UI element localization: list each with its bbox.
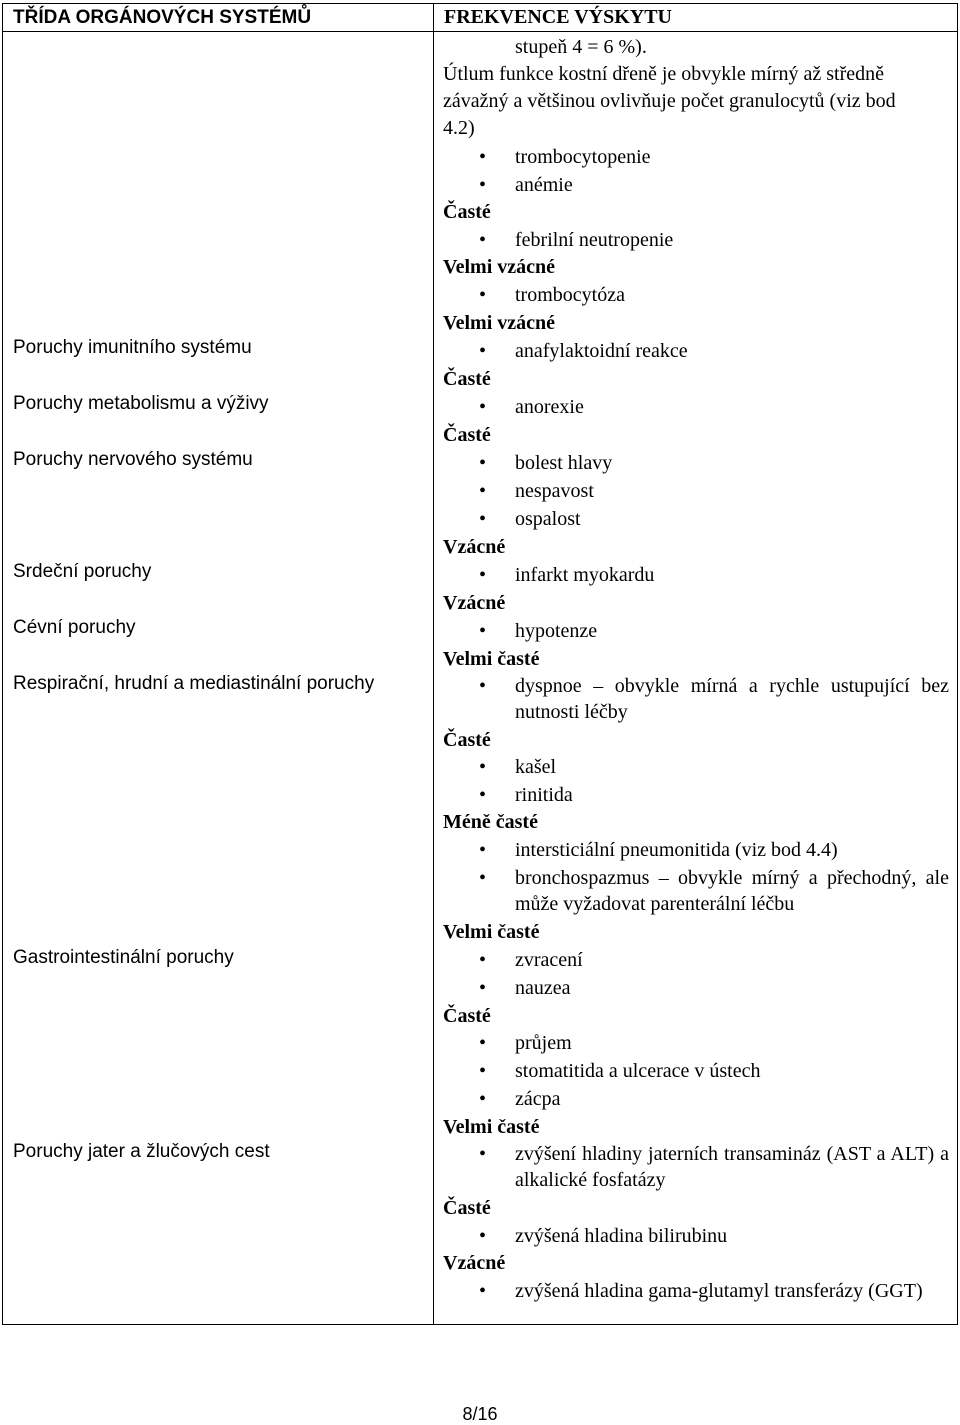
list-item: • trombocytopenie [479,146,651,168]
list-item: • febrilní neutropenie [479,229,674,251]
bullet-icon: • [479,1225,487,1247]
frequency-label: Velmi vzácné [443,312,556,334]
list-item: • infarkt myokardu [479,564,655,586]
list-item: • nauzea [479,977,571,999]
bullet-icon: • [479,1060,487,1082]
bullet-icon: • [479,949,487,971]
organ-nervous: Poruchy nervového systému [13,449,253,470]
table-row [3,32,958,1325]
list-item: • ospalost [479,508,581,530]
list-item: • kašel [479,756,557,778]
bullet-icon: • [479,229,487,251]
bullet-icon: • [479,839,487,861]
list-item: • zvýšená hladina gama-glutamyl transferázy (GGT) [479,1280,923,1302]
bullet-icon: • [479,675,487,697]
frequency-label: Časté [443,729,491,751]
frequency-label: Velmi časté [443,1116,540,1138]
bullet-icon: • [479,1088,487,1110]
header-frequency: FREKVENCE VÝSKYTU [434,4,958,32]
intro-line: závažný a většinou ovlivňuje počet granulocytů (viz bod [443,90,896,112]
list-item: • stomatitida a ulcerace v ústech [479,1060,761,1082]
frequency-label: Časté [443,1197,491,1219]
bullet-icon: • [479,396,487,418]
frequency-label: Vzácné [443,536,506,558]
list-item: • zvýšená hladina bilirubinu [479,1225,728,1247]
list-item: • anémie [479,174,573,196]
list-item: • rinitida [479,784,573,806]
bullet-icon: • [479,480,487,502]
list-item: • trombocytóza [479,284,625,306]
list-item: • nespavost [479,480,594,502]
adverse-effects-table [2,3,958,1325]
list-item: • bronchospazmus – obvykle mírný a přechodný, ale může vyžadovat parenterální léčbu [479,867,949,915]
frequency-label: Vzácné [443,1252,506,1274]
bullet-icon: • [479,977,487,999]
frequency-label: Velmi časté [443,921,540,943]
frequency-column [434,32,958,1325]
list-item: • hypotenze [479,620,598,642]
list-item: • průjem [479,1032,572,1054]
frequency-label: Časté [443,201,491,223]
organ-vascular: Cévní poruchy [13,617,136,638]
organ-cardiac: Srdeční poruchy [13,561,152,582]
list-item: • zácpa [479,1088,561,1110]
bullet-icon: • [479,340,487,362]
frequency-label: Časté [443,424,491,446]
list-item: • anafylaktoidní reakce [479,340,688,362]
bullet-icon: • [479,452,487,474]
organ-hepatobiliary: Poruchy jater a žlučových cest [13,1141,270,1162]
frequency-label: Časté [443,368,491,390]
organ-metabolism: Poruchy metabolismu a výživy [13,393,269,414]
organ-gastrointestinal: Gastrointestinální poruchy [13,947,234,968]
page-number: 8/16 [462,1404,498,1424]
intro-line: 4.2) [443,117,475,139]
list-item: • zvýšení hladiny jaterních transamináz (AST a ALT) a alkalické fosfatázy [479,1143,949,1191]
organ-respiratory: Respirační, hrudní a mediastinální poruchy [13,673,375,694]
frequency-label: Velmi vzácné [443,256,556,278]
frequency-label: Vzácné [443,592,506,614]
bullet-icon: • [479,784,487,806]
bullet-icon: • [479,1143,487,1165]
bullet-icon: • [479,508,487,530]
bullet-icon: • [479,284,487,306]
frequency-label: Velmi časté [443,648,540,670]
bullet-icon: • [479,1032,487,1054]
bullet-icon: • [479,867,487,889]
bullet-icon: • [479,1280,487,1302]
frequency-label: Méně časté [443,811,538,833]
list-item: • intersticiální pneumonitida (viz bod 4.4) [479,839,838,861]
table-header-row [3,4,958,32]
list-item: • zvracení [479,949,583,971]
header-organ-class: TŘÍDA ORGÁNOVÝCH SYSTÉMŮ [3,4,434,32]
organ-class-column [3,32,434,1325]
bullet-icon: • [479,174,487,196]
bullet-icon: • [479,756,487,778]
list-item: • dyspnoe – obvykle mírná a rychle ustupující bez nutnosti léčby [479,675,949,723]
frequency-label: Časté [443,1005,491,1027]
bullet-icon: • [479,146,487,168]
list-item: • anorexie [479,396,584,418]
bullet-icon: • [479,564,487,586]
intro-line: stupeň 4 = 6 %). [515,36,647,58]
list-item: • bolest hlavy [479,452,613,474]
bullet-icon: • [479,620,487,642]
organ-immune: Poruchy imunitního systému [13,337,252,358]
intro-line: Útlum funkce kostní dřeně je obvykle mírný až středně [443,63,884,85]
